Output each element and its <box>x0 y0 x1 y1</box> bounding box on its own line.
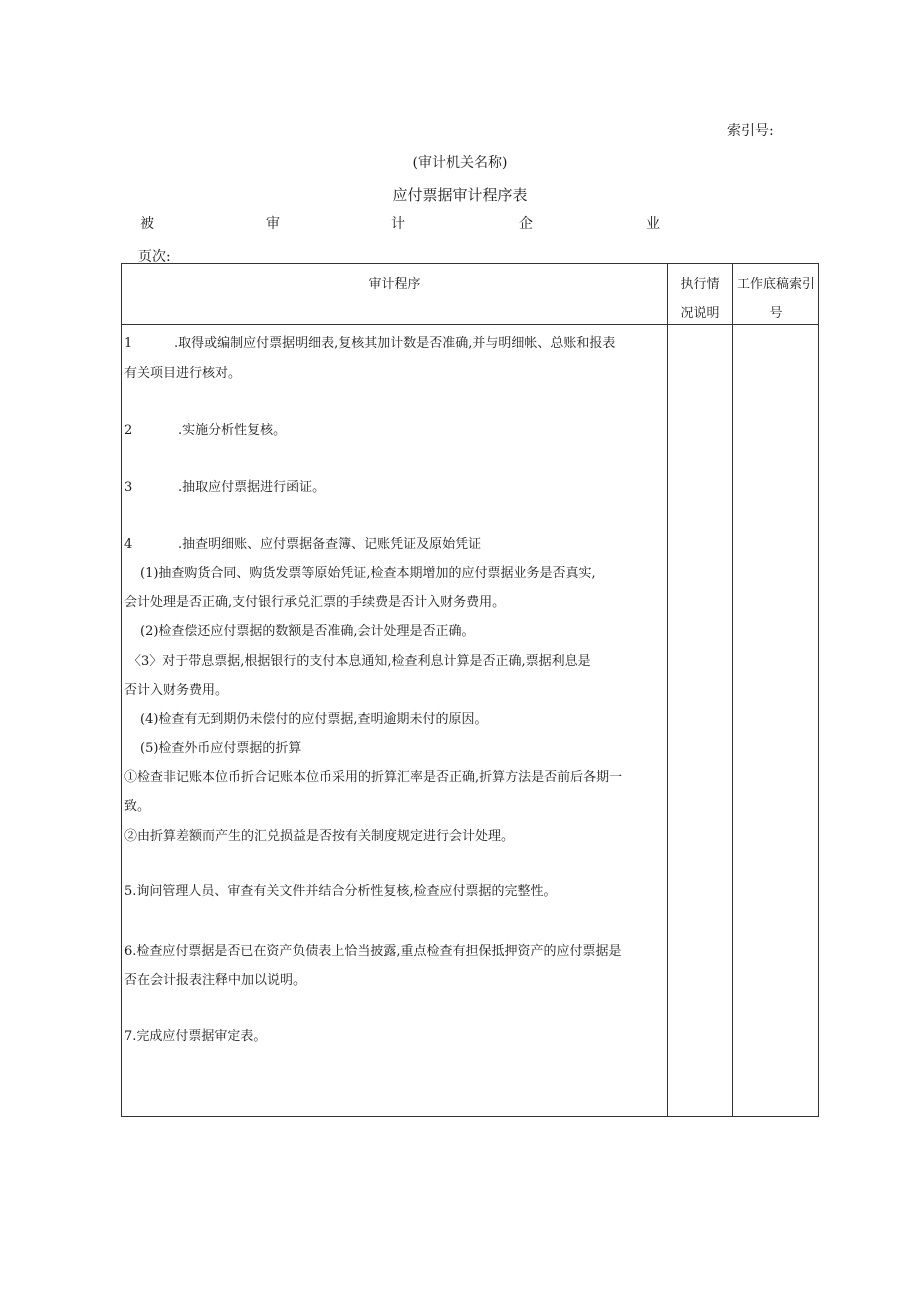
procedure-step-6-cont: 否在会计报表注释中加以说明。 <box>124 973 307 988</box>
procedure-step-7: 7.完成应付票据审定表。 <box>124 1029 267 1044</box>
step-number: 2 <box>124 423 133 438</box>
page-number-label: 页次: <box>138 249 171 265</box>
step-number: 4 <box>124 537 133 552</box>
audited-entity-char: 计 <box>391 216 405 232</box>
index-number-label: 索引号: <box>727 123 774 139</box>
audited-entity-char: 业 <box>646 216 660 232</box>
step-text: .抽取应付票据进行函证。 <box>178 480 326 495</box>
sub-step-3-cont: 否计入财务费用。 <box>124 683 229 698</box>
sub-step-2: (2)检查偿还应付票据的数额是否准确,会计处理是否正确。 <box>140 624 475 639</box>
col-header-procedure: 审计程序 <box>368 277 421 292</box>
col-header-index: 工作底稿索引 <box>736 277 815 292</box>
procedure-step-1-cont: 有关项目进行核对。 <box>124 366 242 381</box>
column-divider <box>732 264 733 1116</box>
step-text: .实施分析性复核。 <box>178 423 287 438</box>
sub-step-3: 〈3〉对于带息票据,根据银行的支付本息通知,检查利息计算是否正确,票据利息是 <box>128 654 591 669</box>
circled-item-2: ②由折算差额而产生的汇兑损益是否按有关制度规定进行会计处理。 <box>124 829 515 844</box>
procedure-step-1 <box>124 330 615 358</box>
document-title: 应付票据审计程序表 <box>392 186 528 204</box>
procedure-step-6: 6.检查应付票据是否已在资产负债表上恰当披露,重点检查有担保抵押资产的应付票据是 <box>124 944 622 959</box>
audit-procedure-table <box>121 263 819 1117</box>
circled-item-1: ①检查非记账本位币折合记账本位币采用的折算汇率是否正确,折算方法是否前后各期一 <box>124 770 623 785</box>
step-number: 1 <box>124 336 133 351</box>
step-text: .取得或编制应付票据明细表,复核其加计数是否准确,并与明细帐、总账和报表 <box>174 336 616 351</box>
audit-org-name: (审计机关名称) <box>412 155 508 171</box>
procedure-step-2 <box>124 417 286 445</box>
col-header-index-line2: 号 <box>769 306 783 321</box>
audited-entity-char: 企 <box>519 216 533 232</box>
procedure-step-5: 5.询问管理人员、审查有关文件并结合分析性复核,检查应付票据的完整性。 <box>124 884 557 899</box>
col-header-execution-line2: 况说明 <box>680 306 720 321</box>
audited-entity-char: 审 <box>266 216 280 232</box>
sub-step-5: (5)检查外币应付票据的折算 <box>140 741 302 756</box>
procedure-step-4 <box>124 531 481 559</box>
circled-item-1-cont: 致。 <box>124 799 151 814</box>
procedure-step-3 <box>124 474 325 502</box>
sub-step-1-cont: 会计处理是否正确,支付银行承兑汇票的手续费是否计入财务费用。 <box>124 595 506 610</box>
step-number: 3 <box>124 480 133 495</box>
step-text: .抽查明细账、应付票据备查簿、记账凭证及原始凭证 <box>178 537 482 552</box>
column-divider <box>667 264 668 1116</box>
sub-step-1: (1)抽查购货合同、购货发票等原始凭证,检查本期增加的应付票据业务是否真实, <box>140 566 596 581</box>
sub-step-4: (4)检查有无到期仍未偿付的应付票据,查明逾期未付的原因。 <box>140 712 488 727</box>
audited-entity-char: 被 <box>140 216 154 232</box>
col-header-execution: 执行情 <box>680 277 720 292</box>
